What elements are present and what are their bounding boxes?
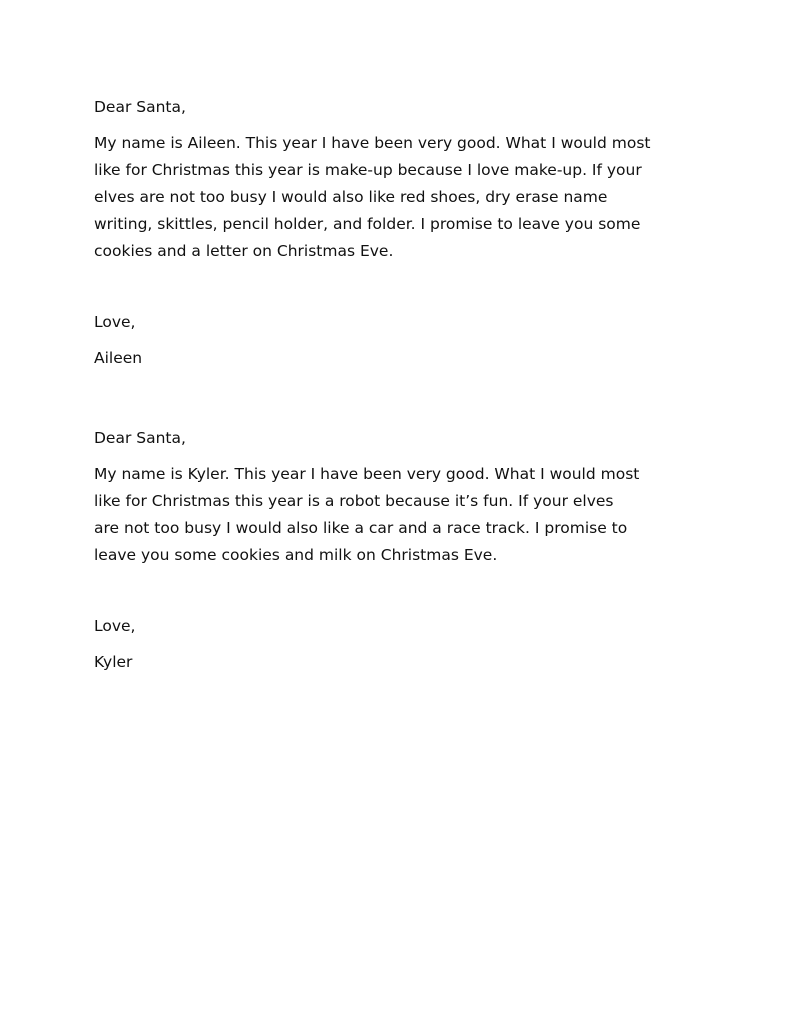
letter-kyler: [94, 425, 704, 676]
letter-closing: Love,: [94, 313, 136, 331]
letter-closing: Love,: [94, 617, 136, 635]
letter-aileen: [94, 94, 704, 372]
letter-greeting: Dear Santa,: [94, 429, 186, 447]
letter-signature: Aileen: [94, 349, 143, 367]
letter-body: My name is Aileen. This year I have been very good. What I would most like for Christmas this year is make-up because I love make-up. If your elves are not too busy I would also like red shoes, dry erase name writing, skittles, pencil holder, and folder. I promise to leave you some cookies and a letter on Christmas Eve.: [94, 134, 651, 260]
letter-greeting: Dear Santa,: [94, 98, 186, 116]
letter-body: My name is Kyler. This year I have been very good. What I would most like for Christmas this year is a robot because it’s fun. If your elves are not too busy I would also like a car and a race track. I promise to leave you some cookies and milk on Christmas Eve.: [94, 465, 640, 564]
letter-signature: Kyler: [94, 653, 133, 671]
